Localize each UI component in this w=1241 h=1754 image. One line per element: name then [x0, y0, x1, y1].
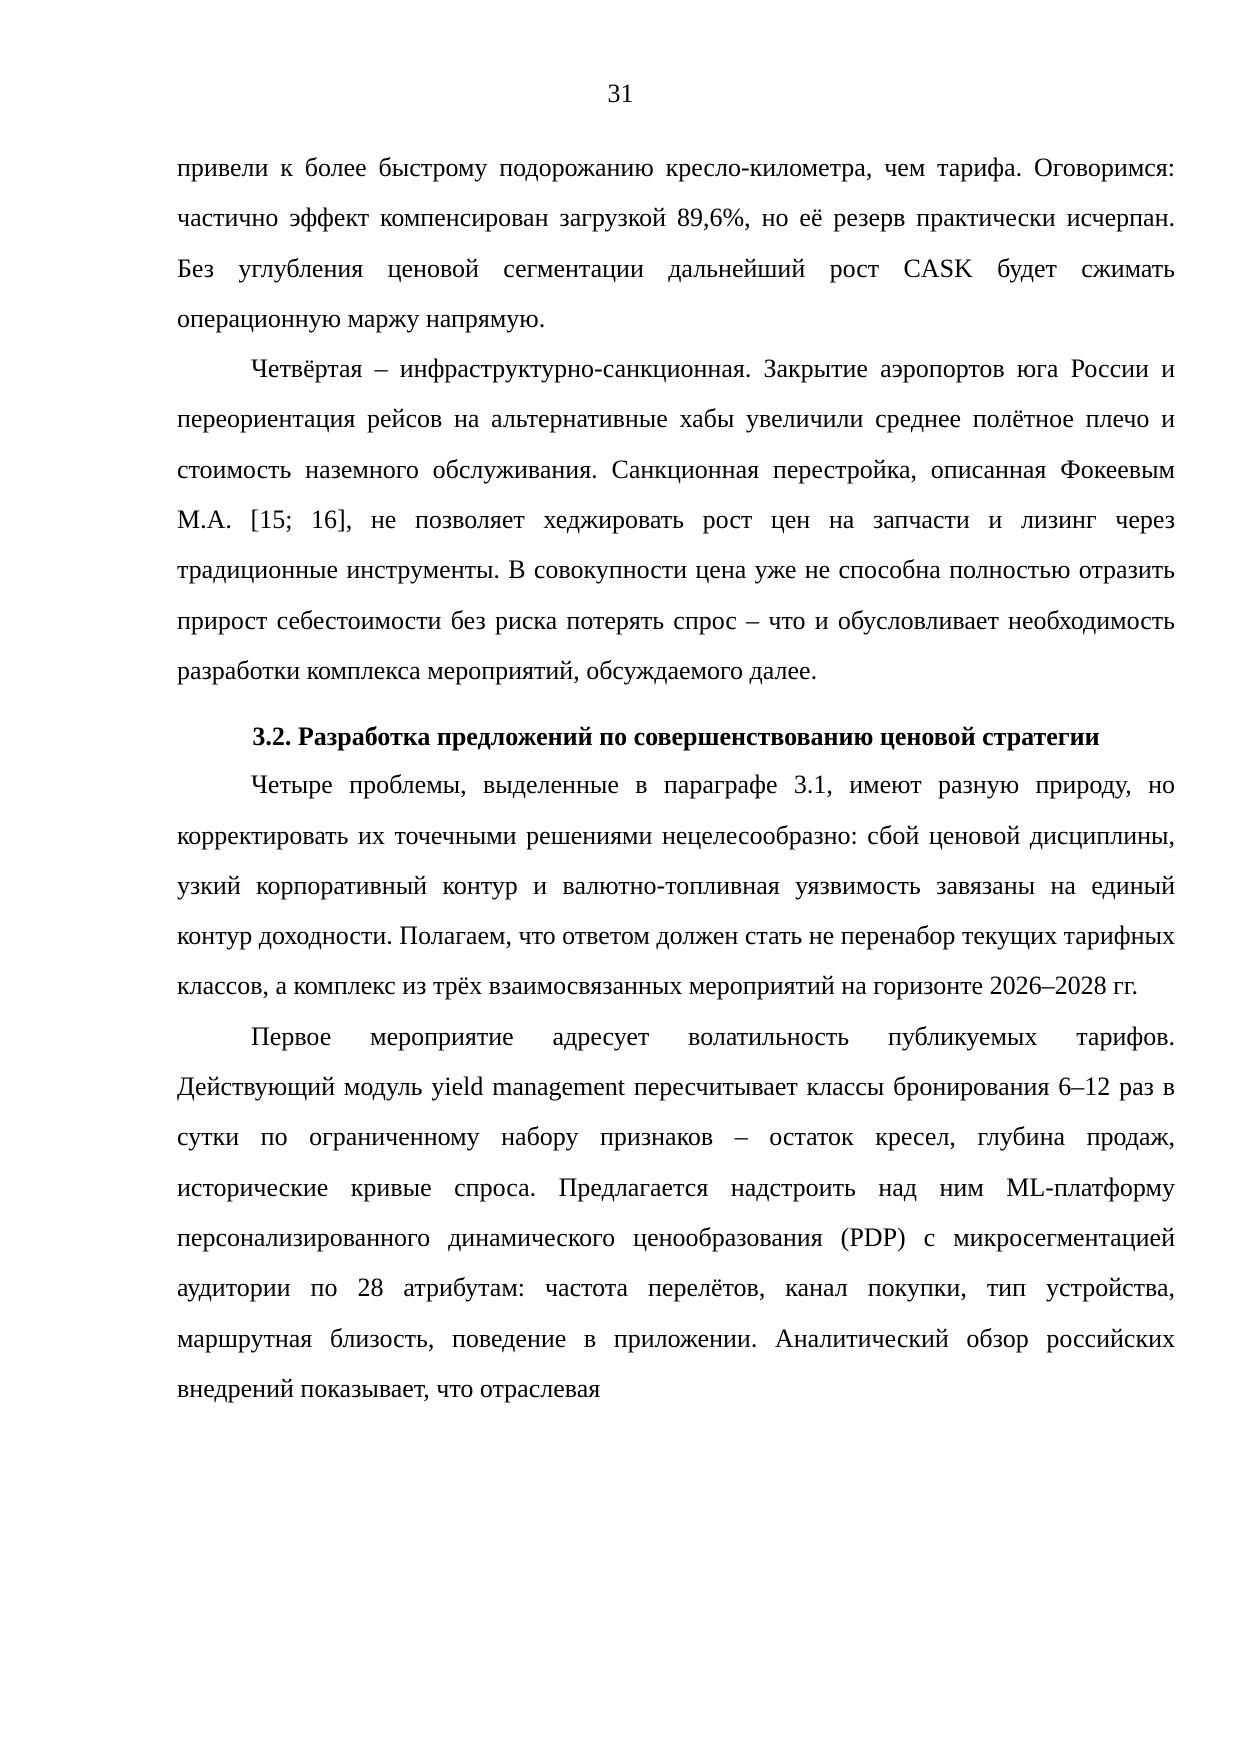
paragraph-continuation: привели к более быстрому подорожанию кресло-километра, чем тарифа. Оговоримся: частично эффект компенсирован загрузкой 89,6%, но её резерв практически исчерпан. Без углубления ценовой сегментации дальнейший рост CASK будет сжимать операционную маржу напрямую.	[177, 153, 1175, 333]
paragraph-fourth-problem: Четвёртая – инфраструктурно-санкционная. Закрытие аэропортов юга России и переориентация рейсов на альтернативные хабы увеличили среднее полётное плечо и стоимость наземного обслуживания. Санкционная перестройка, описанная Фокеевым М.А. [15; 16], не позволяет хеджировать рост цен на запчасти и лизинг через традиционные инструменты. В совокупности цена уже не способна полностью отразить прирост себестоимости без риска потерять спрос – что и обусловливает необходимость разработки комплекса мероприятий, обсуждаемого далее.	[177, 354, 1175, 685]
paragraph-first-measure: Первое мероприятие адресует волатильность публикуемых тарифов. Действующий модуль yield management пересчитывает классы бронирования 6–12 раз в сутки по ограниченному набору признаков – остаток кресел, глубина продаж, исторические кривые спроса. Предлагается надстроить над ним ML-платформу персонализированного динамического ценообразования (PDP) с микросегментацией аудитории по 28 атрибутам: частота перелётов, канал покупки, тип устройства, маршрутная близость, поведение в приложении. Аналитический обзор российских внедрений показывает, что отраслевая	[177, 1021, 1175, 1403]
paragraph-section-intro: Четыре проблемы, выделенные в параграфе 3.1, имеют разную природу, но корректировать их точечными решениями нецелесообразно: сбой ценовой дисциплины, узкий корпоративный контур и валютно-топливная уязвимость завязаны на единый контур доходности. Полагаем, что ответом должен стать не перенабор текущих тарифных классов, а комплекс из трёх взаимосвязанных мероприятий на горизонте 2026–2028 гг.	[177, 770, 1175, 1001]
section-heading: 3.2. Разработка предложений по совершенствованию ценовой стратегии	[252, 722, 1100, 752]
page-number: 31	[607, 79, 634, 108]
page-body	[177, 143, 1175, 1414]
